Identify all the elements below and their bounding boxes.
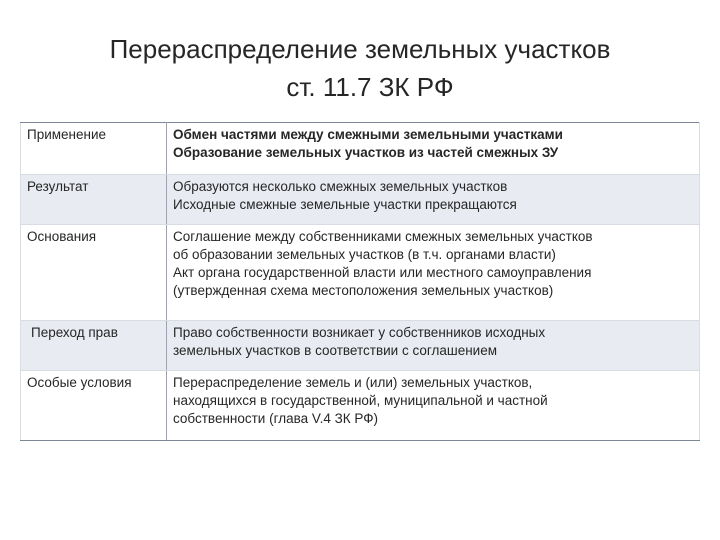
content-line: Образование земельных участков из частей смежных ЗУ xyxy=(173,145,559,160)
content-line: (утвержденная схема местоположения земельных участков) xyxy=(173,283,554,298)
title-line-1: Перераспределение земельных участков xyxy=(109,34,611,64)
content-line: Право собственности возникает у собственников исходных xyxy=(173,325,546,340)
row-label-text: Переход прав xyxy=(31,325,118,340)
content-line: Исходные смежные земельные участки прекращаются xyxy=(173,197,517,212)
row-label xyxy=(21,371,167,441)
content-line: Акт органа государственной власти или местного самоуправления xyxy=(173,265,592,280)
table-row xyxy=(21,321,700,371)
row-label-text: Применение xyxy=(27,127,107,142)
content-line: собственности (глава V.4 ЗК РФ) xyxy=(173,411,379,426)
row-content xyxy=(167,123,700,175)
content-line: Обмен частями между смежными земельными участками xyxy=(173,127,563,142)
redistribution-table xyxy=(20,122,700,441)
row-label-text: Особые условия xyxy=(27,375,132,390)
content-line: об образовании земельных участков (в т.ч. органами власти) xyxy=(173,247,556,262)
row-label-text: Результат xyxy=(27,179,89,194)
row-label-text: Основания xyxy=(27,229,97,244)
title-line-2: ст. 11.7 ЗК РФ xyxy=(286,72,454,102)
table-row xyxy=(21,175,700,225)
slide-title xyxy=(0,30,720,106)
table-row xyxy=(21,123,700,175)
content-line: находящихся в государственной, муниципальной и частной xyxy=(173,393,548,408)
table-row xyxy=(21,225,700,321)
content-line: Соглашение между собственниками смежных земельных участков xyxy=(173,229,593,244)
content-line: Образуются несколько смежных земельных участков xyxy=(173,179,508,194)
row-content xyxy=(167,321,700,371)
content-line: земельных участков в соответствии с соглашением xyxy=(173,343,497,358)
row-content xyxy=(167,371,700,441)
row-content xyxy=(167,225,700,321)
content-line: Перераспределение земель и (или) земельных участков, xyxy=(173,375,533,390)
row-label xyxy=(21,175,167,225)
table-row xyxy=(21,371,700,441)
row-label xyxy=(21,123,167,175)
row-content xyxy=(167,175,700,225)
row-label xyxy=(21,225,167,321)
row-label xyxy=(21,321,167,371)
